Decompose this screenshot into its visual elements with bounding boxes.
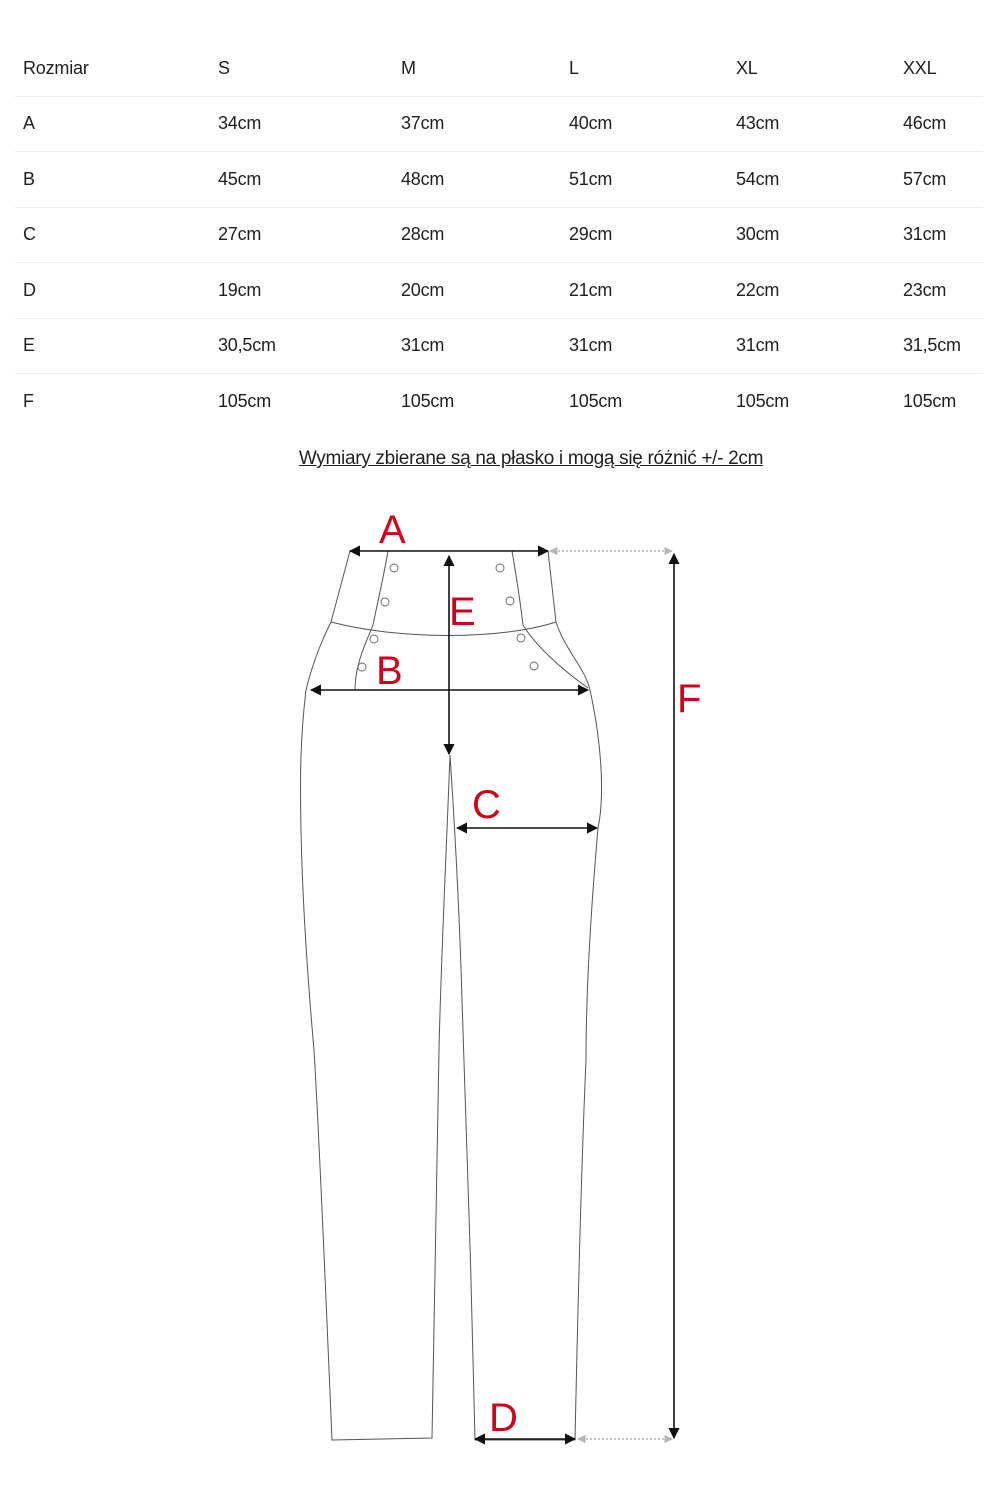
header-cell: XXL (895, 41, 983, 96)
table-cell: 45cm (210, 152, 393, 208)
button-icon (358, 663, 366, 671)
pants-outline (301, 551, 602, 1440)
measurement-arrows (311, 551, 674, 1439)
table-cell: 43cm (728, 96, 895, 152)
table-cell: 37cm (393, 96, 561, 152)
button-icon (530, 662, 538, 670)
table-cell: 31cm (561, 318, 728, 374)
table-cell: 40cm (561, 96, 728, 152)
row-label: B (15, 152, 210, 208)
row-label: F (23, 390, 34, 411)
table-cell: 105cm (218, 390, 272, 411)
table-cell: 27cm (210, 207, 393, 263)
table-cell: 48cm (393, 152, 561, 208)
table-cell: 51cm (561, 152, 728, 208)
table-cell: 105cm (736, 390, 790, 411)
label-e: E (449, 590, 476, 634)
table-cell: 105cm (569, 390, 623, 411)
label-a: A (379, 508, 406, 552)
table-cell: 23cm (895, 263, 983, 319)
label-c: C (472, 783, 501, 827)
header-cell: XL (728, 41, 895, 96)
table-cell: 46cm (895, 96, 983, 152)
table-cell: 21cm (561, 263, 728, 319)
button-icon (496, 564, 504, 572)
label-d: D (489, 1396, 518, 1440)
label-f: F (677, 677, 702, 721)
label-b: B (376, 649, 403, 693)
table-cell: 31cm (895, 207, 983, 263)
table-cell: 31,5cm (895, 318, 983, 374)
button-icon (517, 634, 525, 642)
row-label: E (15, 318, 210, 374)
table-cell: 57cm (895, 152, 983, 208)
table-cell: 30,5cm (210, 318, 393, 374)
table-cell: 29cm (561, 207, 728, 263)
button-icon (381, 598, 389, 606)
header-cell: M (393, 41, 561, 96)
table-cell: 54cm (728, 152, 895, 208)
row-label: C (15, 207, 210, 263)
row-label: A (15, 96, 210, 152)
table-cell: 31cm (393, 318, 561, 374)
row-label: D (15, 263, 210, 319)
table-cell: 34cm (210, 96, 393, 152)
header-cell: S (210, 41, 393, 96)
table-cell: 22cm (728, 263, 895, 319)
button-icon (506, 597, 514, 605)
table-cell: 19cm (210, 263, 393, 319)
measurement-note: Wymiary zbierane są na płasko i mogą się różnić +/- 2cm (298, 448, 764, 469)
header-cell: Rozmiar (15, 41, 210, 96)
header-cell: L (561, 41, 728, 96)
button-icon (390, 564, 398, 572)
table-cell: 105cm (401, 390, 455, 411)
table-cell: 20cm (393, 263, 561, 319)
table-cell: 31cm (728, 318, 895, 374)
table-cell: 30cm (728, 207, 895, 263)
table-cell: 105cm (903, 390, 957, 411)
table-cell: 28cm (393, 207, 561, 263)
button-icon (370, 635, 378, 643)
